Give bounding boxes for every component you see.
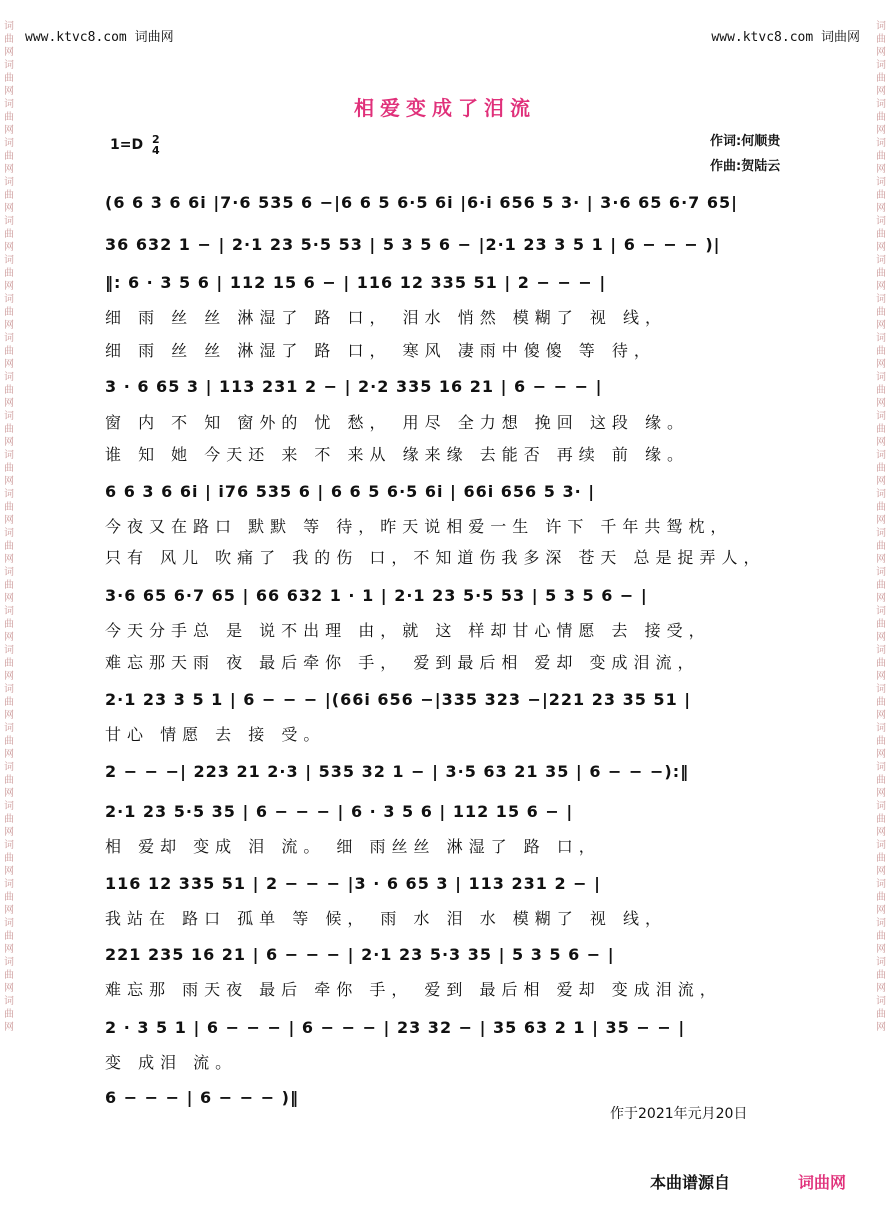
header-right-watermark: www.ktvc8.com 词曲网 xyxy=(711,30,860,45)
notation-line: 2·1 23 5·5 35 | 6 − − − | 6 · 3 5 6 | 112 15 6 − | xyxy=(105,802,574,821)
side-watermark-left: 词曲网词曲网词曲网词曲网词曲网词曲网词曲网词曲网词曲网词曲网词曲网词曲网词曲网词曲网词曲网词曲网词曲网词曲网词曲网词曲网词曲网词曲网词曲网词曲网词曲网词曲网 xyxy=(4,21,14,1033)
lyric-line: 谁 知 她 今天还 来 不 来从 缘来缘 去能否 再续 前 缘。 xyxy=(105,445,689,464)
side-watermark-right: 词曲网词曲网词曲网词曲网词曲网词曲网词曲网词曲网词曲网词曲网词曲网词曲网词曲网词曲网词曲网词曲网词曲网词曲网词曲网词曲网词曲网词曲网词曲网词曲网词曲网词曲网 xyxy=(876,21,886,1033)
notation-line: ‖: 6 · 3 5 6 | 112 15 6 − | 116 12 335 51 | 2 − − − | xyxy=(105,273,607,292)
notation-line: 6 6 3 6 6i | i76 535 6 | 6 6 5 6·5 6i | 66i 656 5 3· | xyxy=(105,482,596,501)
notation-line: 3·6 65 6·7 65 | 66 632 1 · 1 | 2·1 23 5·5 53 | 5 3 5 6 − | xyxy=(105,586,648,605)
footer-logo[interactable]: 词曲网 xyxy=(798,1173,847,1192)
notation-line: 2 · 3 5 1 | 6 − − − | 6 − − − | 23 32 − | 35 63 2 1 | 35 − − | xyxy=(105,1018,686,1037)
notation-line: 3 · 6 65 3 | 113 231 2 − | 2·2 335 16 21 | 6 − − − | xyxy=(105,377,603,396)
lyric-line: 只有 风儿 吹痛了 我的伤 口，不知道伤我多深 苍天 总是捉弄人， xyxy=(105,548,766,567)
notation-line: 6 − − − | 6 − − − )‖ xyxy=(105,1088,299,1107)
time-signature xyxy=(152,134,160,156)
notation-line: 2 − − −| 223 21 2·3 | 535 32 1 − | 3·5 63 21 35 | 6 − − −):‖ xyxy=(105,762,690,781)
notation-line: 2·1 23 3 5 1 | 6 − − − |(66i 656 −|335 323 −|221 23 35 51 | xyxy=(105,690,692,709)
lyric-line: 甘心 情愿 去 接 受。 xyxy=(105,725,326,744)
lyric-line: 今天分手总 是 说不出理 由，就 这 样却甘心情愿 去 接受， xyxy=(105,621,711,640)
composition-date: 作于2021年元月20日 xyxy=(610,1106,748,1122)
lyric-line: 细 雨 丝 丝 淋湿了 路 口， 泪水 悄然 模糊了 视 线， xyxy=(105,308,667,327)
notation-line: 116 12 335 51 | 2 − − − |3 · 6 65 3 | 113 231 2 − | xyxy=(105,874,601,893)
key-signature xyxy=(110,134,160,156)
notation-line: (6 6 3 6 6i |7·6 535 6 −|6 6 5 6·5 6i |6·i 656 5 3· | 3·6 65 6·7 65| xyxy=(105,193,738,212)
lyric-line: 细 雨 丝 丝 淋湿了 路 口， 寒风 凄雨中傻傻 等 待， xyxy=(105,341,656,360)
footer-source-label: 本曲谱源自 xyxy=(650,1173,731,1192)
notation-line: 36 632 1 − | 2·1 23 5·5 53 | 5 3 5 6 − |2·1 23 3 5 1 | 6 − − − )| xyxy=(105,235,721,254)
lyric-line: 今夜又在路口 默默 等 待，昨天说相爱一生 许下 千年共鸳枕， xyxy=(105,517,733,536)
notation-line: 221 235 16 21 | 6 − − − | 2·1 23 5·3 35 | 5 3 5 6 − | xyxy=(105,945,615,964)
composer-credit: 作曲:贺陆云 xyxy=(710,159,781,174)
lyric-line: 窗 内 不 知 窗外的 忧 愁， 用尽 全力想 挽回 这段 缘。 xyxy=(105,413,689,432)
lyric-line: 我站在 路口 孤单 等 候， 雨 水 泪 水 模糊了 视 线， xyxy=(105,909,667,928)
lyric-line: 难忘那天雨 夜 最后牵你 手， 爱到最后相 爱却 变成泪流， xyxy=(105,653,700,672)
song-title: 相爱变成了泪流 xyxy=(354,96,536,120)
time-denominator: 4 xyxy=(151,144,160,157)
key-label: 1=D xyxy=(110,137,144,153)
lyricist-credit: 作词:何顺贵 xyxy=(710,134,781,149)
lyric-line: 相 爱却 变成 泪 流。 细 雨丝丝 淋湿了 路 口， xyxy=(105,837,601,856)
lyric-line: 难忘那 雨天夜 最后 牵你 手， 爱到 最后相 爱却 变成泪流， xyxy=(105,980,722,999)
lyric-line: 变 成泪 流。 xyxy=(105,1053,238,1072)
time-numerator: 2 xyxy=(151,133,160,146)
header-left-watermark: www.ktvc8.com 词曲网 xyxy=(25,30,174,45)
